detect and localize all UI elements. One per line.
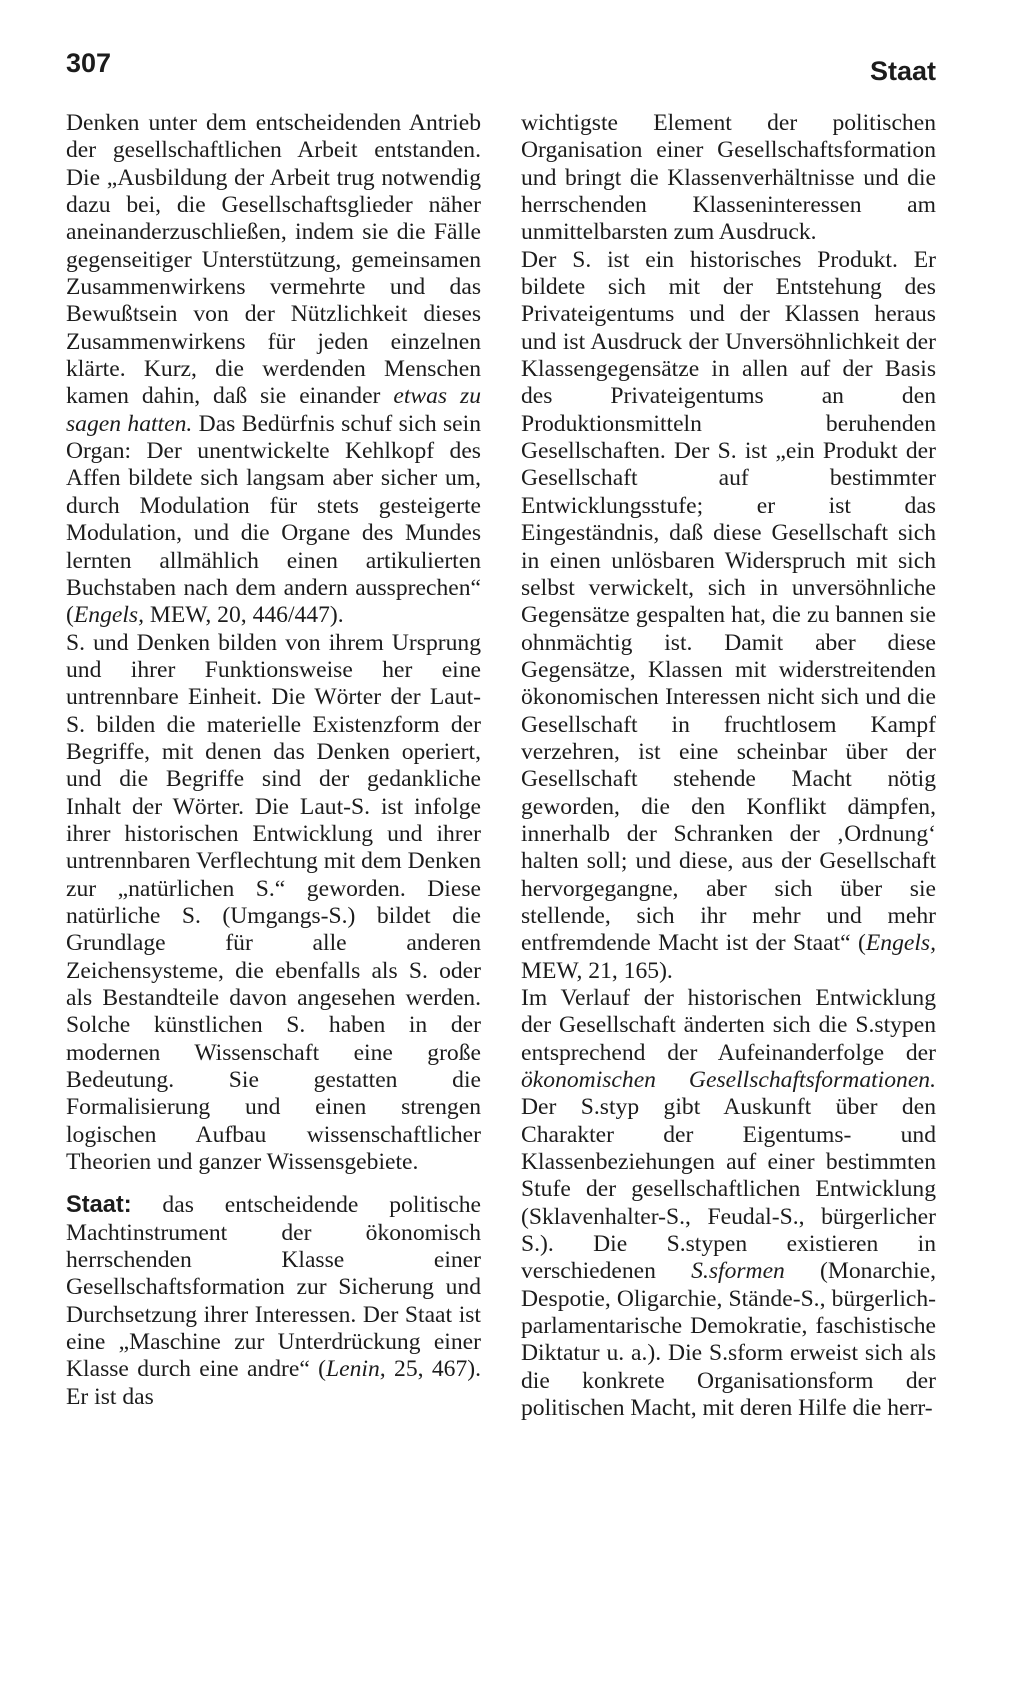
- text-run: Das Bedürfnis schuf sich sein Organ: Der unentwickelte Kehlkopf des Affen bildete sich langsam aber sicher um, durch Modulation für stets gesteigerte Modulation, und die Organe des Mundes lernten allmählich einen artikulierten Buchstaben nach dem andern aussprechen“ (: [66, 410, 481, 629]
- emphasis: ökonomischen Gesellschaftsformationen.: [521, 1067, 936, 1094]
- page-number: 307: [66, 48, 112, 78]
- text-run: Der S. ist ein historisches Produkt. Er bildete sich mit der Entstehung des Privateigentums und der Klassen heraus und ist Ausdruck der Unversöhnlichkeit der Klassengegensätze in allen auf der Basis des Privateigentums an den Produktionsmitteln beruhenden Gesellschaften. Der S. ist „ein Produkt der Gesellschaft auf bestimmter Entwicklungsstufe; er ist das Eingeständnis, daß diese Gesellschaft sich in einen unlösbaren Widerspruch mit sich selbst verwickelt, sich in unversöhnliche Gegensätze gespalten hat, die zu bannen sie ohnmächtig ist. Damit aber diese Gegensätze, Klassen mit widerstreitenden ökonomischen Interessen nicht sich und die Gesellschaft in fruchtlosem Kampf verzehren, ist eine scheinbar über der Gesellschaft stehende Macht nötig geworden, die den Konflikt dämpfen, innerhalb der Schranken der ‚Ordnung‘ halten soll; und diese, aus der Gesellschaft hervorgegangne, aber sich über sie stellende, sich ihr mehr und mehr entfremdende Macht ist der Staat“ (: [521, 246, 936, 957]
- paragraph-state-types: [521, 985, 936, 1423]
- text-run: Der S.styp gibt Auskunft über den Charakter der Eigentums- und Klassenbeziehungen auf einer bestimmten Stufe der gesellschaftlichen Entwicklung (Sklavenhalter-S., Feudal-S., bürgerlicher S.). Die S.stypen existieren in verschiedenen: [521, 1094, 936, 1285]
- citation-author: Engels,: [73, 602, 144, 629]
- text-run: (Monarchie, Despotie, Oligarchie, Stände-S., bürgerlich-parlamentarische Demokratie, faschistische Diktatur u. a.). Die S.sform erweist sich als die konkrete Organisationsform der politischen Macht, mit deren Hilfe die herr-: [521, 1258, 936, 1422]
- right-column: [521, 110, 936, 1423]
- paragraph-continuation: wichtigste Element der politischen Organisation einer Gesellschaftsformation und bringt die Klassenverhältnisse und die herrschenden Klasseninteressen am unmittelbarsten zum Ausdruck.: [521, 110, 936, 246]
- citation-author: Engels,: [865, 930, 936, 957]
- text-run: 25, 467). Er ist das: [66, 1356, 481, 1410]
- text-run: MEW, 20, 446/447).: [143, 602, 344, 629]
- text-run: MEW, 21, 165).: [521, 957, 673, 984]
- left-column: [66, 110, 481, 1411]
- paragraph-language-thought: S. und Denken bilden von ihrem Ursprung und ihrer Funktionsweise her eine untrennbare Einheit. Die Wörter der Laut-S. bilden die materielle Existenzform der Begriffe, mit denen das Denken operiert, und die Begriffe sind der gedankliche Inhalt der Wörter. Die Laut-S. ist infolge ihrer historischen Entwicklung und ihrer untrennbaren Verflechtung mit dem Denken zur „natürlichen S.“ geworden. Diese natürliche S. (Umgangs-S.) bildet die Grundlage für alle anderen Zeichensysteme, die ebenfalls als S. oder als Bestandteile davon angesehen werden. Solche künstlichen S. haben in der modernen Wissenschaft eine große Bedeutung. Sie gestatten die Formalisierung und einen strengen logischen Aufbau wissenschaftlicher Theorien und ganzer Wissensgebiete.: [66, 629, 481, 1176]
- paragraph-speech-origin: [66, 110, 481, 630]
- text-run: das entscheidende politische Machtinstrument der ökonomisch herrschenden Klasse einer Gesellschaftsformation zur Sicherung und Durchsetzung ihrer Interessen. Der Staat ist eine „Maschine zur Unterdrückung einer Klasse durch eine andre“ (: [66, 1192, 481, 1383]
- citation-author: Lenin,: [326, 1356, 386, 1383]
- paragraph-historical-product: [521, 247, 936, 985]
- emphasis: S.sformen: [691, 1258, 785, 1285]
- entry-headword: Staat:: [66, 1192, 132, 1219]
- text-run: Denken unter dem entscheidenden Antrieb der gesellschaftlichen Arbeit entstanden. Die „Ausbildung der Arbeit trug notwendig dazu bei, die Gesellschaftsglieder näher aneinanderzuschließen, indem sie die Fälle gegenseitiger Unterstützung, gemeinsamen Zusammenwirkens vermehrte und das Bewußtsein von der Nützlichkeit dieses Zusammenwirkens für jeden einzelnen klärte. Kurz, die werdenden Menschen kamen dahin, daß sie einander: [66, 110, 481, 410]
- entry-staat: [66, 1192, 481, 1411]
- running-head: Staat: [869, 56, 936, 86]
- emphasis: etwas zu sagen hatten.: [66, 383, 481, 437]
- text-run: Im Verlauf der historischen Entwicklung der Gesellschaft änderten sich die S.stypen entsprechend der Aufeinanderfolge der: [521, 985, 936, 1066]
